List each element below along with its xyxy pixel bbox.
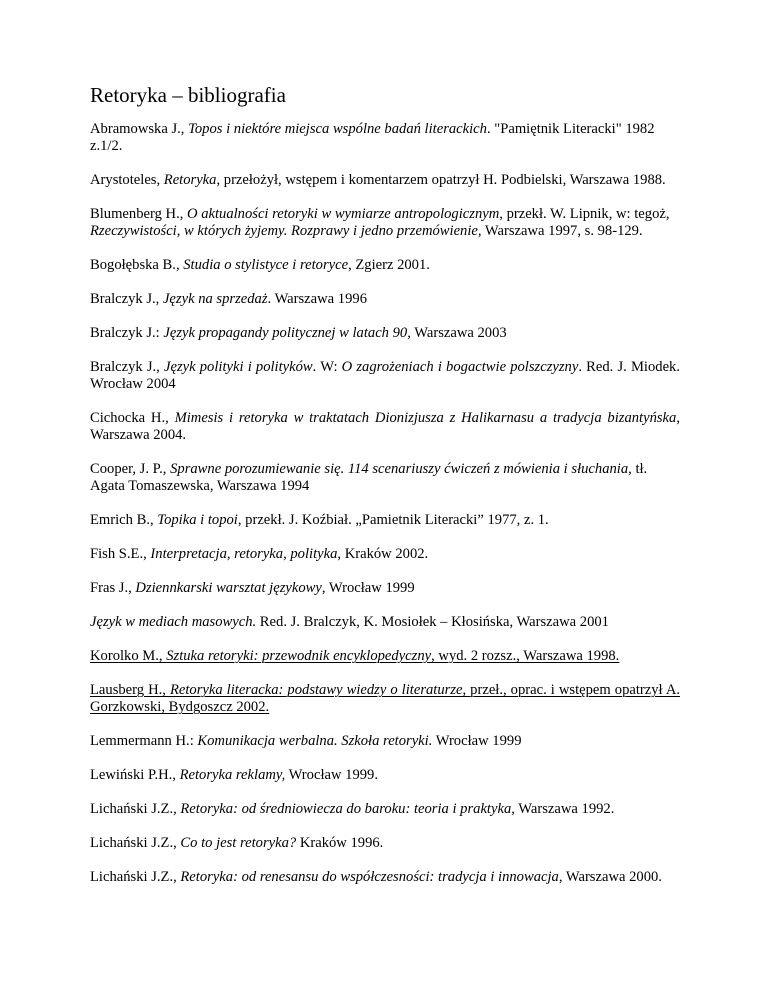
entry-segment: , przekł. J. Koźbiał. „Pamietnik Literacki” 1977, z. 1. [237, 512, 549, 528]
entry-segment: Cichocka H., [90, 410, 175, 426]
bibliography-entry-fras [90, 580, 680, 597]
entry-title: O zagrożeniach i bogactwie polszczyzny [341, 359, 579, 375]
entry-segment: Cooper, J. P., [90, 461, 171, 477]
entry-segment: Lichański J.Z., [90, 801, 181, 817]
entry-title: Topos i niektóre miejsca wspólne badań literackich [188, 121, 487, 137]
entry-title: Studia o stylistyce i retoryce [183, 257, 349, 273]
bibliography-entry-bralczyk-2 [90, 325, 680, 342]
entry-segment: , Warszawa 2000. [558, 869, 662, 885]
entry-title: Retoryka literacka: podstawy wiedzy o literaturze [169, 682, 463, 698]
entry-segment: Kraków 1996. [296, 835, 384, 851]
entry-text [90, 512, 549, 528]
entry-segment: . "Pamiętnik Literacki" 1982 z.1/2. [90, 121, 655, 154]
entry-segment: , wyd. 2 rozsz., Warszawa 1998. [431, 648, 620, 664]
bibliography-entry-lemmermann [90, 733, 680, 750]
entry-text [90, 172, 666, 188]
entry-segment: , Kraków 2002. [337, 546, 429, 562]
entry-segment: , Zgierz 2001. [348, 257, 430, 273]
entry-text [90, 682, 680, 715]
entry-segment: Lemmermann H.: [90, 733, 198, 749]
entry-text [90, 291, 367, 307]
entry-segment: , Wrocław 1999 [321, 580, 415, 596]
entry-segment: Lichański J.Z., [90, 835, 181, 851]
entry-text [90, 461, 647, 494]
entry-segment: , Warszawa 2004. [90, 410, 680, 443]
entry-title: Retoryka: od średniowiecza do baroku: teoria i praktyka, [180, 801, 515, 817]
bibliography-entry-bogolebska [90, 257, 680, 274]
entry-title: O aktualności retoryki w wymiarze antropologicznym [187, 206, 500, 222]
entry-title: Interpretacja, retoryka, polityka [150, 546, 338, 562]
entry-title: Język na sprzedaż [162, 291, 268, 307]
entry-segment: Bogołębska B., [90, 257, 184, 273]
bibliography-entry-arystoteles [90, 172, 680, 189]
bibliography-entry-abramowska [90, 121, 680, 155]
entry-title: Język w mediach masowych. [90, 614, 257, 630]
entry-title: Topika i topoi [157, 512, 238, 528]
entry-title: Retoryka: od renesansu do współczesności: tradycja i innowacja [180, 869, 559, 885]
entry-segment: Wrocław 1999. [285, 767, 378, 783]
entry-text [90, 410, 680, 443]
entry-segment: Red. J. Bralczyk, K. Mosiołek – Kłosińska, Warszawa 2001 [256, 614, 609, 630]
entry-segment: Blumenberg H., [90, 206, 188, 222]
bibliography-entry-lichanski-3 [90, 869, 680, 886]
bibliography-entry-lichanski-1 [90, 801, 680, 818]
entry-text [90, 869, 662, 885]
entry-text [90, 835, 383, 851]
entry-title: Mimesis i retoryka w traktatach Dionizjusza z Halikarnasu a tradycja bizantyńska [174, 410, 677, 426]
entry-text [90, 325, 507, 341]
entry-segment: Bralczyk J., [90, 291, 163, 307]
bibliography-entry-lewinski [90, 767, 680, 784]
entry-segment: Fras J., [90, 580, 136, 596]
entry-text [90, 580, 415, 596]
entry-text [90, 206, 670, 239]
entry-segment: Korolko M., [90, 648, 167, 664]
entry-segment: , przekł. W. Lipnik, w: tegoż, [499, 206, 670, 222]
bibliography-entry-bralczyk-3 [90, 359, 680, 393]
entry-segment: Fish S.E., [90, 546, 151, 562]
entry-text [90, 121, 655, 154]
entry-title: Sprawne porozumiewanie się. 114 scenariuszy ćwiczeń z mówienia i słuchania, [170, 461, 632, 477]
entry-title: Język polityki i polityków [164, 359, 313, 375]
entry-text [90, 733, 522, 749]
entry-title: Sztuka retoryki: przewodnik encyklopedyczny [166, 648, 432, 664]
bibliography-entry-lichanski-2 [90, 835, 680, 852]
entry-segment: Bralczyk J., [90, 359, 164, 375]
entry-title: Co to jest retoryka? [180, 835, 297, 851]
entry-title: Retoryka [163, 172, 217, 188]
entry-segment: Abramowska J., [90, 121, 189, 137]
bibliography-entry-lausberg [90, 682, 680, 716]
bibliography-entry-emrich [90, 512, 680, 529]
bibliography-list [90, 121, 680, 886]
page-title: Retoryka – bibliografia [90, 83, 286, 107]
entry-text [90, 359, 680, 392]
entry-segment: Warszawa 1997, s. 98-129. [481, 223, 643, 239]
bibliography-entry-korolko [90, 648, 680, 665]
bibliography-entry-jezyk-w-mediach [90, 614, 680, 631]
entry-segment: Emrich B., [90, 512, 158, 528]
entry-text [90, 614, 609, 630]
bibliography-entry-blumenberg [90, 206, 680, 240]
entry-title: Rzeczywistości, w których żyjemy. Rozprawy i jedno przemówienie, [90, 223, 482, 239]
entry-segment: Warszawa 1992. [514, 801, 615, 817]
entry-segment: Lewiński P.H., [90, 767, 180, 783]
entry-title: Dziennkarski warsztat językowy [135, 580, 322, 596]
entry-title: Komunikacja werbalna. Szkoła retoryki. [197, 733, 433, 749]
entry-text [90, 546, 428, 562]
entry-segment: Bralczyk J.: [90, 325, 164, 341]
entry-segment: . Warszawa 1996 [267, 291, 367, 307]
entry-segment: Wrocław 1999 [432, 733, 522, 749]
entry-text [90, 257, 430, 273]
entry-text [90, 801, 614, 817]
entry-segment: , przełożył, wstępem i komentarzem opatrzył H. Podbielski, Warszawa 1988. [216, 172, 666, 188]
bibliography-entry-cooper [90, 461, 680, 495]
entry-segment: Lausberg H., [90, 682, 170, 698]
bibliography-entry-bralczyk-1 [90, 291, 680, 308]
entry-segment: . W: [312, 359, 342, 375]
entry-segment: tł. Agata Tomaszewska, Warszawa 1994 [90, 461, 648, 494]
bibliography-entry-cichocka [90, 410, 680, 444]
entry-segment: Lichański J.Z., [90, 869, 181, 885]
document-page [90, 82, 680, 903]
entry-text [90, 648, 619, 664]
entry-text [90, 767, 378, 783]
entry-title: Retoryka reklamy, [179, 767, 286, 783]
bibliography-entry-fish [90, 546, 680, 563]
entry-segment: . Red. J. Miodek. Wrocław 2004 [90, 359, 680, 392]
entry-segment: , Warszawa 2003 [407, 325, 507, 341]
entry-segment: Arystoteles, [90, 172, 164, 188]
entry-segment: , przeł., oprac. i wstępem opatrzył A. Gorzkowski, Bydgoszcz 2002. [90, 682, 681, 715]
entry-title: Język propagandy politycznej w latach 90 [163, 325, 408, 341]
